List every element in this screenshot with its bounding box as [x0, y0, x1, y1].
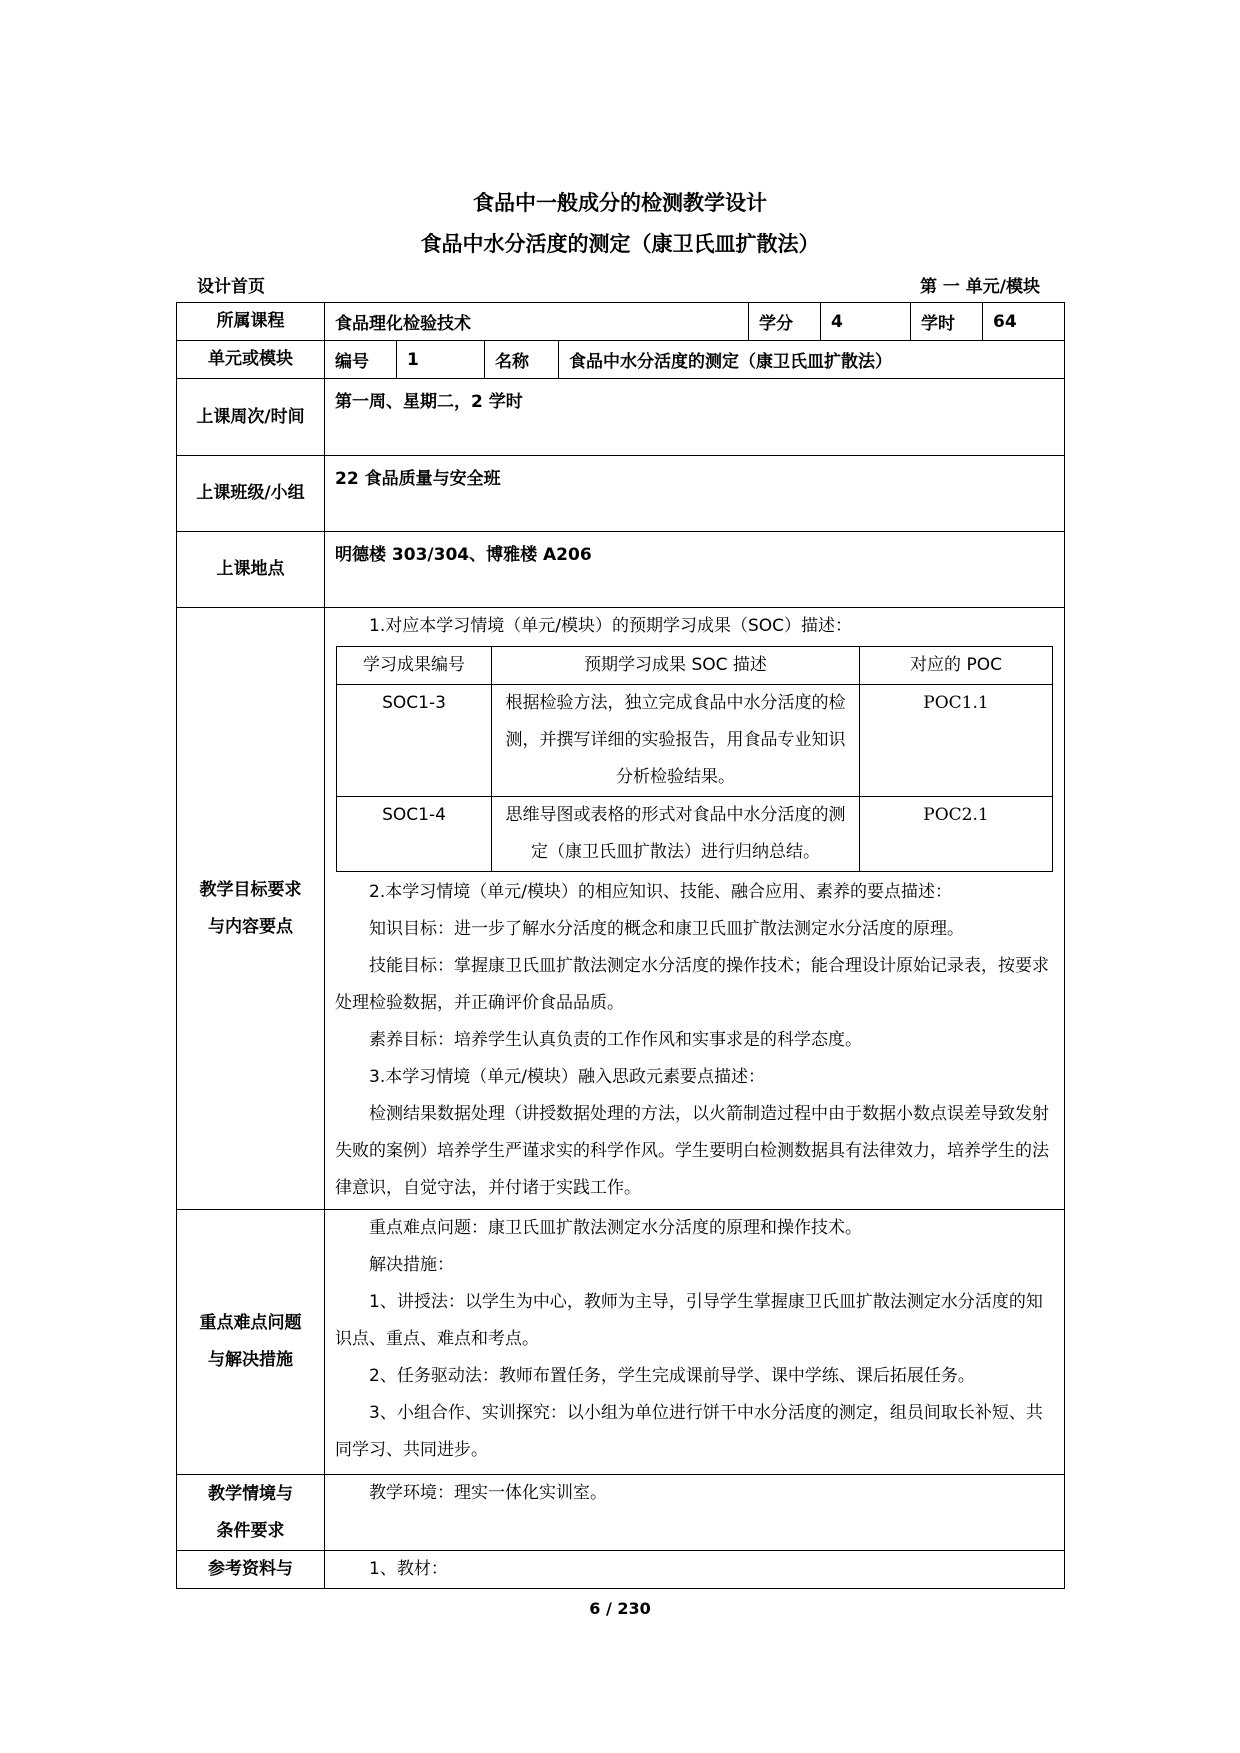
credit-value: 4 — [821, 303, 911, 341]
soc-poc: POC2.1 — [860, 797, 1053, 872]
goal-ideology: 检测结果数据处理（讲授数据处理的方法，以火箭制造过程中由于数据小数点误差导致发射失败的案例）培养学生严谨求实的科学作风。学生要明白检测数据具有法律效力，培养学生的法律意识，自觉守法，并付诸于实践工作。 — [335, 1104, 1049, 1198]
ref-content — [325, 1551, 1065, 1589]
row-references — [177, 1551, 1065, 1589]
unit-label: 单元或模块 — [177, 341, 325, 379]
key-solutions-heading: 解决措施： — [369, 1255, 454, 1275]
env-label-line2: 条件要求 — [216, 1520, 285, 1541]
soc-row — [337, 685, 1053, 797]
page-number: 6 / 230 — [589, 1599, 651, 1618]
soc-header-desc: 预期学习成果 SOC 描述 — [492, 647, 860, 685]
env-label — [177, 1475, 325, 1551]
time-label: 上课周次/时间 — [177, 379, 325, 456]
no-value: 1 — [397, 341, 485, 379]
key-label-line1: 重点难点问题 — [199, 1313, 302, 1333]
place-value: 明德楼 303/304、博雅楼 A206 — [325, 532, 1065, 608]
key-solution-1: 1、讲授法：以学生为中心，教师为主导，引导学生掌握康卫氏皿扩散法测定水分活度的知识点、重点、难点和考点。 — [335, 1292, 1043, 1349]
place-label: 上课地点 — [177, 532, 325, 608]
key-label — [177, 1210, 325, 1475]
name-label: 名称 — [485, 341, 559, 379]
goal-skill: 技能目标：掌握康卫氏皿扩散法测定水分活度的操作技术；能合理设计原始记录表，按要求处理检验数据，并正确评价食品品质。 — [335, 956, 1049, 1013]
document-title: 食品中一般成分的检测教学设计 — [473, 191, 767, 215]
key-solution-3: 3、小组合作、实训探究：以小组为单位进行饼干中水分活度的测定，组员间取长补短、共同学习、共同进步。 — [335, 1403, 1043, 1460]
row-unit — [177, 341, 1065, 379]
key-problem: 重点难点问题：康卫氏皿扩散法测定水分活度的原理和操作技术。 — [369, 1218, 862, 1238]
key-label-line2: 与解决措施 — [208, 1350, 293, 1370]
env-content — [325, 1475, 1065, 1551]
class-value: 22 食品质量与安全班 — [325, 456, 1065, 532]
ref-label: 参考资料与 — [177, 1551, 325, 1589]
soc-header-row — [337, 647, 1053, 685]
row-place — [177, 532, 1065, 608]
no-label: 编号 — [325, 341, 397, 379]
soc-row — [337, 797, 1053, 872]
credit-label: 学分 — [749, 303, 821, 341]
row-course — [177, 303, 1065, 341]
header-left: 设计首页 — [197, 277, 265, 297]
hours-label: 学时 — [911, 303, 983, 341]
goal-intro: 1.对应本学习情境（单元/模块）的预期学习成果（SOC）描述： — [369, 616, 852, 636]
soc-table — [336, 646, 1053, 872]
goal-label-line1: 教学目标要求 — [199, 879, 302, 900]
ref-value: 1、教材： — [369, 1559, 448, 1579]
class-label: 上课班级/小组 — [177, 456, 325, 532]
course-label: 所属课程 — [177, 303, 325, 341]
env-label-line1: 教学情境与 — [208, 1483, 293, 1504]
goal-content — [325, 608, 1065, 1210]
soc-poc: POC1.1 — [860, 685, 1053, 797]
row-goals — [177, 608, 1065, 1210]
soc-header-id: 学习成果编号 — [337, 647, 492, 685]
soc-id: SOC1-3 — [337, 685, 492, 797]
soc-desc: 思维导图或表格的形式对食品中水分活度的测定（康卫氏皿扩散法）进行归纳总结。 — [492, 797, 860, 872]
row-key-points — [177, 1210, 1065, 1475]
goal-knowledge-heading: 2.本学习情境（单元/模块）的相应知识、技能、融合应用、素养的要点描述： — [369, 882, 952, 902]
hours-value: 64 — [983, 303, 1065, 341]
course-value: 食品理化检验技术 — [325, 303, 749, 341]
document-subtitle: 食品中水分活度的测定（康卫氏皿扩散法） — [420, 232, 820, 256]
soc-header-poc: 对应的 POC — [860, 647, 1053, 685]
env-value: 教学环境：理实一体化实训室。 — [369, 1483, 607, 1503]
row-environment — [177, 1475, 1065, 1551]
row-time — [177, 379, 1065, 456]
row-class — [177, 456, 1065, 532]
goal-label-line2: 与内容要点 — [208, 916, 293, 937]
soc-desc: 根据检验方法，独立完成食品中水分活度的检测，并撰写详细的实验报告，用食品专业知识分析检验结果。 — [492, 685, 860, 797]
goal-quality: 素养目标：培养学生认真负责的工作作风和实事求是的科学态度。 — [369, 1030, 862, 1050]
time-value: 第一周、星期二，2 学时 — [325, 379, 1065, 456]
key-content — [325, 1210, 1065, 1475]
goal-label — [177, 608, 325, 1210]
key-solution-2: 2、任务驱动法：教师布置任务，学生完成课前导学、课中学练、课后拓展任务。 — [369, 1366, 975, 1386]
goal-knowledge: 知识目标：进一步了解水分活度的概念和康卫氏皿扩散法测定水分活度的原理。 — [369, 919, 964, 939]
name-value: 食品中水分活度的测定（康卫氏皿扩散法） — [559, 341, 1065, 379]
goal-ideology-heading: 3.本学习情境（单元/模块）融入思政元素要点描述： — [369, 1067, 765, 1087]
design-table — [176, 302, 1065, 1589]
header-right: 第 一 单元/模块 — [919, 277, 1040, 297]
soc-id: SOC1-4 — [337, 797, 492, 872]
